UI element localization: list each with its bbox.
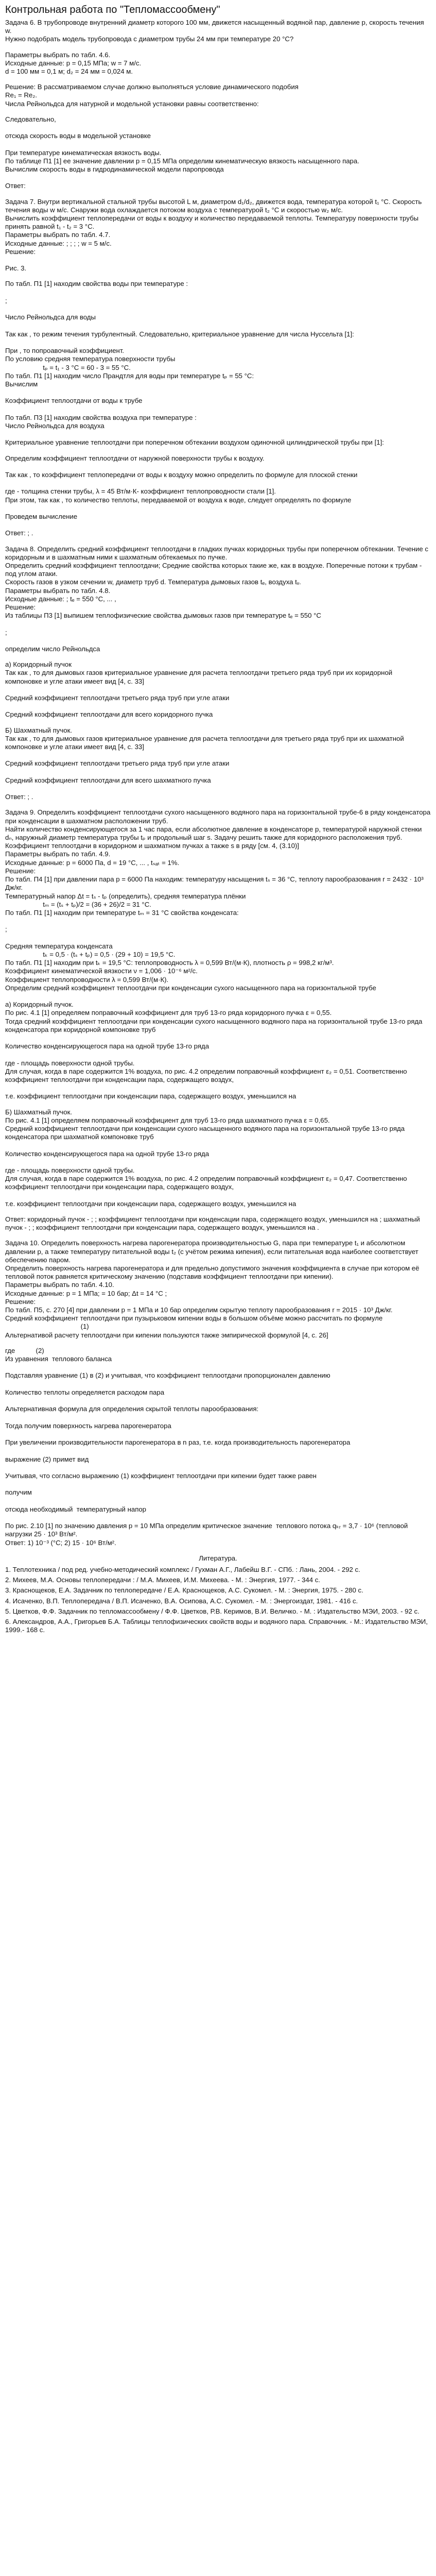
reference-item: 5. Цветков, Ф.Ф. Задачник по тепломассообмену / Ф.Ф. Цветков, Р.В. Керимов, В.И. Величко. - М. : Издательство МЭИ, 2003. - 92 с.: [5, 1607, 420, 1615]
task-9-answer: Ответ: коридорный пучок - ; ; коэффициент теплоотдачи при конденсации пара, содержащего воздух, уменьшился на ; шахматный пучок - ; ; коэффициент теплоотдачи при конденсации пара, содержащего воздух, уменьшился на .: [5, 1215, 422, 1232]
document-title: Контрольная работа по "Тепломассообмену": [5, 4, 220, 15]
task-8-staggered: Б) Шахматный пучок. Так как , то для дымовых газов критериальное уравнение для расчета теплоотдачи для третьего ряда труб при их шахматной компоновке и угле атаки имеет вид [4, с. 33] Средний коэффициент теплоотдачи третьего ряда труб при угле атаки Средний коэффициент теплоотдачи для всего шахматного пучка Ответ: ; .: [5, 726, 404, 801]
task-9-staggered: Б) Шахматный пучок. По рис. 4.1 [1] определяем поправочный коэффициент для труб 13-го ряда шахматного пучка ε = 0,65. Средний коэффициент теплоотдачи при конденсации сухого насыщенного водяного пара на горизонтальной трубе 13-го ряда конденсатора при шахматной компоновке труб Количество конденсирующегося пара на одной трубе 13-го ряда где - площадь поверхности одной трубы. Для случая, когда в паре содержится 1% воздуха, по рис. 4.2 определим поправочный коэффициент ε₂ = 0,47. Соответственно коэффициент теплоотдачи при конденсации пара, содержащего воздух, т.е. коэффициент теплоотдачи при конденсации пара, содержащего воздух, уменьшился на: [5, 1108, 407, 1208]
task-6-given: Параметры выбрать по табл. 4.6. Исходные данные: р = 0,15 МПа; w = 7 м/с. d = 100 мм = 0,1 м; d₂ = 24 мм = 0,024 м.: [5, 50, 142, 76]
task-7-air: Определим коэффициент теплоотдачи от наружной поверхности трубы к воздуху. Так как , то коэффициент теплопередачи от воды к воздуху можно определить по формуле для плоской стенки где - толщина стенки трубы, λ = 45 Вт/м·К- коэффициент теплопроводности стали [1]. При этом, так как , то количество теплоты, передаваемой от воздуха к воде, следует определять по формуле Проведем вычисление Ответ: ; .: [5, 454, 358, 537]
reference-item: 6. Александров, А.А., Григорьев Б.А. Таблицы теплофизических свойств воды и водяного пара. Справочник. - М.: Издательство МЭИ, 1999.- 168 с.: [5, 1617, 428, 1634]
task-8-corridor: а) Коридорный пучок Так как , то для дымовых газов критериальное уравнение для расчета теплоотдачи третьего ряда труб при их коридорной компоновке и угле атаки имеет вид [4, с. 33] Средний коэффициент теплоотдачи третьего ряда труб при угле атаки Средний коэффициент теплоотдачи для всего коридорного пучка: [5, 660, 393, 719]
task-8-statement: Задача 8. Определить средний коэффициент теплоотдачи в гладких пучках коридорных трубы при поперечном обтекании. Течение с коридорным и в шахматным ними к шахматным обтекаемых по пучке. Определить средний коэффициент теплоотдачи; Средние свойства котоpых такие же, как в воздухе. Поперечные потоки к трубам - под углом атаки. Скорость газов в узком сечении w, диаметр труб d. Температура дымовых газов tₑ, воздуха tᵥ. Параметры выбрать по табл. 4.8. Исходные данные: ; tₑ = 550 °С, ... , Решение: Из таблицы П3 [1] выпишем теплофизические свойства дымовых газов при температуре tₑ = 550 °С ; определим число Рейнольдса: [5, 545, 429, 653]
task-7-statement: Задача 7. Внутри вертикальной стальной трубы высотой L м, диаметром d₁/d₂, движется вода, температура которой t₁ °С. Скорость течения воды w м/с. Снаружи вода охлаждается потоком воздуха с температурой t₂ °С и скоростью w₂ м/с. Вычислить коэффициент теплопередачи от воды к воздуху и количество передаваемой теплоты. Температуру поверхности трубы принять равной t₁ - t₂ = 3 °С. Параметры выбрать по табл. 4.7. Исходные данные: ; ; ; ; w = 5 м/с. Решение: Рис. 3.: [5, 197, 422, 273]
reference-item: 3. Краснощеков, Е.А. Задачник по теплопередаче / Е.А. Краснощеков, А.С. Сукомел. - М. : Энергия, 1975. - 280 с.: [5, 1586, 363, 1595]
task-7-water: По табл. П1 [1] находим свойства воды при температуре : ; Число Рейнольдса для воды Так как , то режим течения турбулентный. Следовательно, критериальное уравнение для числа Нуссельта [1]: При , то попроавочный коэффициент. По условию средняя температура поверхности трубы tₚ = t₁ - 3 °С = 60 - 3 = 55 °С. По табл. П1 [1] находим число Прандтля для воды при температуре tₚ = 55 °С: Вычислим Коэффициент теплоотдачи от воды к трубе По табл. П3 [1] находим свойства воздуха при температуре : Число Рейнольдса для воздуха Критериальное уравнение теплоотдачи при поперечном обтекании воздухом одиночной цилиндрической трубы при [1]:: [5, 280, 384, 447]
reference-item: 2. Михеев, М.А. Основы теплопередачи : / М.А. Михеев, И.М. Михеева. - М. : Энергия, 1977. - 344 с.: [5, 1576, 320, 1584]
task-9-statement: Задача 9. Определить коэффициент теплоотдачи сухого насыщенного водяного пара на горизонтальной трубе-6 в ряду конденсатора при конденсации в шахматном расположении труб. Найти количество конденсирующегося за 1 час пара, если абсолютное давление в конденсаторе р, температурой наружной стенки dₙ, наружный диаметр температура трубы tₚ и продольный шаг s. Задачу решить также для коридорного расположения труб. Коэффициент теплоотдачи в коридорном и шахматном пучках а также s в ряду [см. 4, (3.10)] Параметры выбрать по табл. 4.9. Исходные данные: р = 6000 Па, d = 19 °С, ... , tₛₐₜ = 1%. Решение: По табл. П4 [1] при давлении пара р = 6000 Па находим: температуру насыщения tₛ = 36 °С, теплоту парообразования r = 2432 · 10³ Дж/кг. Температурный напор Δt = tₛ - tₚ (определить), средняя температура плёнки tₘ = (tₛ + tₚ)/2 = (36 + 26)/2 = 31 °С. По табл. П1 [1] находим при температуре tₘ = 31 °С свойства конденсата: ; Средняя температура конденсата tₖ = 0,5 · (tₛ + tₚ) = 0,5 · (29 + 10) = 19,5 °С. По табл. П1 [1] находим при tₖ = 19,5 °С: теплопроводность λ = 0,599 Вт/(м·К), плотность ρ = 998,2 кг/м³. Коэффициент кинематической вязкости ν = 1,006 · 10⁻⁶ м²/с. Коэффициент теплопроводности λ = 0,599 Вт/(м·К). Определим средний коэффициент теплоотдачи при конденсации сухого насыщенного пара на горизонтальной трубе а) Коридорный пучок. По рис. 4.1 [1] определяем поправочный коэффициент для труб 13-го ряда коридорного пучка ε = 0,55. Тогда средний коэффициент теплоотдачи при конденсации сухого насыщенного водяного пара на горизонтальной трубе 13-го ряда конденсатора при коридорной компоновке труб Количество конденсирующегося пара на одной трубе 13-го ряда где - площадь поверхности одной трубы. Для случая, когда в паре содержится 1% воздуха, по рис. 4.2 определим поправочный коэффициент ε₂ = 0,51. Соответственно коэффициент теплоотдачи при конденсации пара, содержащего воздух, т.е. коэффициент теплоотдачи при конденсации пара, содержащего воздух, уменьшился на: [5, 808, 431, 1100]
references-title: Литература.: [199, 1554, 237, 1562]
task-6-statement: Задача 6. В трубопроводе внутренний диаметр которого 100 мм, движется насыщенный водяной пар, давление р, скорость течения w. Нужно подобрать модель трубопровода с диаметром трубы 24 мм при температуре 20 °С?: [5, 19, 424, 43]
task-10-solution: где (2) Из уравнения теплового баланса Подставляя уравнение (1) в (2) и учитывая, что коэффициент теплоотдачи пропорционален давлению Количество теплоты определяется расходом пара Альтернативная формула для определения скрытой теплоты парообразования: Тогда получим поверхность нагрева парогенератора При увеличении производительности парогенератора в n раз, т.е. когда производительность парогенератора выражение (2) примет вид Учитывая, что согласно выражению (1) коэффициент теплоотдачи при кипении будет также равен получим отсюда необходимый температурный напор По рис. 2.10 [1] по значению давления р = 10 МПа определим критическое значение теплового потока qₖᵣ = 3,7 · 10⁶ (тепловой нагрузки 25 · 10³ Вт/м². Ответ: 1) 10⁻³ (°С; 2) 15 · 10⁶ Вт/м².: [5, 1346, 408, 1547]
task-10-statement: Задача 10. Определить поверхность нагрева парогенератора производительностью G, пара при температуре t₁ и абсолютном давлении р, а также температуру питательной воды t₂ (с учётом режима кипения), если питательная вода наиболее соответствует обеспечению паром. Определить поверхность нагрева парогенератора и для предельно допустимого значения коэффициента в случае при котором её тепловой поток равняется критическому значению (подставив коэффициент теплоотдачи при кипении). Параметры выбрать по табл. 4.10. Исходные данные: р = 1 МПа; = 10 бар; Δt = 14 °С ; Решение: По табл. П5, с. 270 [4] при давлении р = 1 МПа и 10 бар определим скрытую теплоту парообразования r = 2015 · 10³ Дж/кг. Средний коэффициент теплоотдачи при пузырьковом кипении воды в большом объёме можно рассчитать по формуле (1) Альтернативой расчету теплоотдачи при кипении пользуются также эмпирической формулой [4, с. 26]: [5, 1239, 420, 1339]
references-list: [5, 1566, 431, 1634]
reference-item: 4. Исаченко, В.П. Теплопередача / В.П. Исаченко, В.А. Осипова, А.С. Сукомел. - М. : Энергоиздат, 1981. - 416 с.: [5, 1597, 358, 1605]
reference-item: 1. Теплотехника / под ред. учебно-методический комплекс / Гухман А.Г., Лабейш В.Г. - СПб. : Лань, 2004. - 292 с.: [5, 1565, 360, 1573]
task-6-answer: Следовательно, отсюда скорость воды в модельной установке При температуре кинематическая вязкость воды. По таблице П1 [1] ее значение давлении р = 0,15 МПа определим кинематическую вязкость насыщенного пара. Вычислим скорость воды в гидродинамической модели паропровода Ответ:: [5, 115, 359, 190]
task-6-solution: Решение: В рассматриваемом случае должно выполняться условие динамического подобия Re₁ = Re₂. Числа Рейнольдса для натурной и модельной установки равны соответственно:: [5, 83, 299, 108]
